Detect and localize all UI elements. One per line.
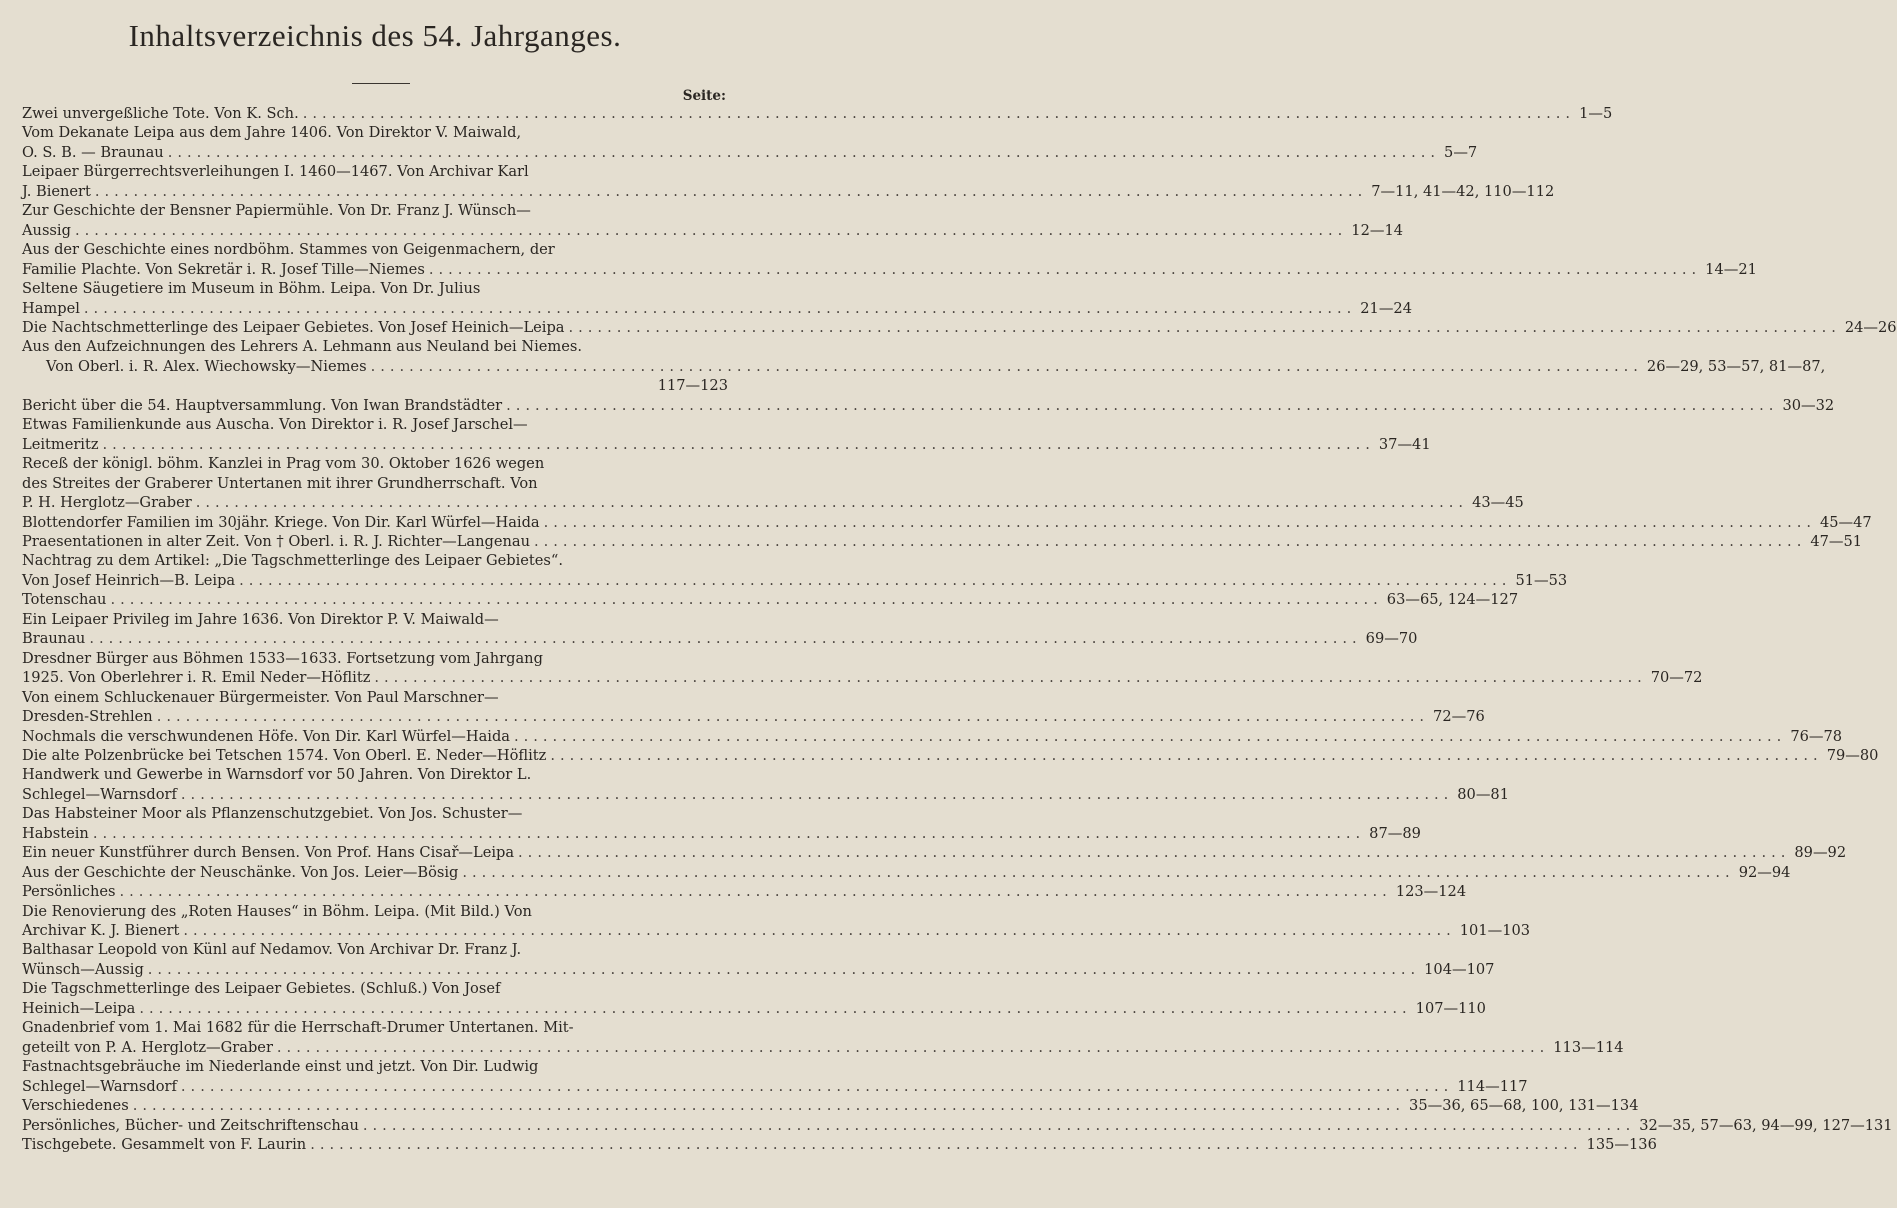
toc-entry-text: Zwei unvergeßliche Tote. Von K. Sch. xyxy=(22,105,299,122)
toc-entry xyxy=(22,863,1791,882)
toc-entry-text: Familie Plachte. Von Sekretär i. R. Josef Tille—Niemes xyxy=(22,260,425,278)
toc-entry xyxy=(22,1018,1624,1057)
toc-entry-pages: 63—65, 124—127 xyxy=(1386,591,1519,609)
toc-entry-text: Nachtrag zu dem Artikel: „Die Tagschmetterlinge des Leipaer Gebietes“. xyxy=(22,552,564,570)
dot-leader: .................................................................................................................................... xyxy=(83,299,1357,317)
page-column-header: Seite: xyxy=(682,88,726,104)
toc-entry xyxy=(22,1116,1893,1135)
toc-entry xyxy=(22,1096,1639,1115)
toc-entry-text: Von Oberl. i. R. Alex. Wiechowsky—Niemes xyxy=(46,357,367,375)
toc-entry-text: Zur Geschichte der Bensner Papiermühle. Von Dr. Franz J. Wünsch— xyxy=(22,202,531,220)
dot-leader: .................................................................................................................................... xyxy=(94,182,1368,200)
toc-entry-text: Handwerk und Gewerbe in Warnsdorf vor 50 Jahren. Von Direktor L. xyxy=(22,766,532,784)
toc-entry xyxy=(22,1057,1528,1096)
toc-entry-text: Aus der Geschichte eines nordböhm. Stammes von Geigenmachern, der xyxy=(22,241,555,259)
toc-entry-text: Receß der königl. böhm. Kanzlei in Prag vom 30. Oktober 1626 wegen xyxy=(22,455,545,473)
dot-leader: .................................................................................................................................... xyxy=(462,863,1735,881)
toc-entry xyxy=(22,396,1835,415)
dot-leader: .................................................................................................................................... xyxy=(543,513,1816,531)
toc-entry-text: Aus der Geschichte der Neuschänke. Von Jos. Leier—Bösig xyxy=(22,863,459,881)
toc-entry-text: Vom Dekanate Leipa aus dem Jahre 1406. Von Direktor V. Maiwald, xyxy=(22,124,522,142)
toc-entry xyxy=(22,104,1613,123)
toc-entry-pages: 30—32 xyxy=(1782,396,1835,414)
toc-entry-pages: 72—76 xyxy=(1433,708,1485,726)
toc-entry-pages: 32—35, 57—63, 94—99, 127—131 xyxy=(1639,1116,1893,1134)
toc-entry-pages: 92—94 xyxy=(1738,863,1791,881)
dot-leader: .................................................................................................................................... xyxy=(302,105,1576,122)
toc-entry-pages: 76—78 xyxy=(1790,727,1843,745)
toc-entry-pages: 24—26 xyxy=(1844,318,1897,336)
toc-entry xyxy=(22,727,1843,746)
toc-entry-pages: 104—107 xyxy=(1424,960,1495,978)
dot-leader: .................................................................................................................................... xyxy=(119,883,1392,901)
toc-entry xyxy=(22,804,1421,843)
toc-entry-pages: 89—92 xyxy=(1794,844,1847,862)
toc-entry xyxy=(22,337,1826,395)
toc-entry-pages: 5—7 xyxy=(1444,143,1478,161)
toc-entry-text: Die Tagschmetterlinge des Leipaer Gebietes. (Schluß.) Von Josef xyxy=(22,980,501,998)
dot-leader: .................................................................................................................................... xyxy=(167,143,1441,161)
toc-entry xyxy=(22,551,1568,590)
toc-entry xyxy=(22,454,1524,512)
toc-entry-pages: 79—80 xyxy=(1826,746,1879,764)
dot-leader: .................................................................................................................................... xyxy=(370,357,1643,375)
toc-entry-text: Tischgebete. Gesammelt von F. Laurin xyxy=(22,1136,307,1154)
dot-leader: .................................................................................................................................... xyxy=(132,1097,1406,1115)
page-title: Inhaltsverzeichnis des 54. Jahrganges. xyxy=(128,18,622,53)
toc-entry-pages: 51—53 xyxy=(1515,571,1568,589)
toc-entry-text: Bericht über die 54. Hauptversammlung. Von Iwan Brandstädter xyxy=(22,396,503,414)
toc-entry xyxy=(22,279,1412,318)
toc-entry-pages: 21—24 xyxy=(1360,299,1412,317)
toc-entry xyxy=(22,902,1531,941)
toc-entry-text: J. Bienert xyxy=(22,182,91,200)
toc-entry-pages: 45—47 xyxy=(1819,513,1872,531)
toc-entry xyxy=(22,123,1478,162)
toc-list xyxy=(22,104,1897,1154)
title-divider xyxy=(352,83,410,84)
toc-entry-text: Persönliches xyxy=(22,883,116,901)
toc-entry-pages: 69—70 xyxy=(1365,630,1418,648)
dot-leader: .................................................................................................................................... xyxy=(156,708,1430,726)
toc-entry-pages: 101—103 xyxy=(1459,922,1531,940)
dot-leader: .................................................................................................................................... xyxy=(102,435,1375,453)
dot-leader: .................................................................................................................................... xyxy=(147,960,1421,978)
dot-leader: .................................................................................................................................... xyxy=(195,494,1469,512)
toc-entry xyxy=(22,513,1872,532)
toc-entry-pages: 113—114 xyxy=(1553,1038,1624,1056)
toc-entry-text: Schlegel—Warnsdorf xyxy=(22,1077,177,1095)
toc-entry xyxy=(22,765,1509,804)
toc-entry-pages: 37—41 xyxy=(1378,435,1431,453)
toc-entry-text: Gnadenbrief vom 1. Mai 1682 für die Herrschaft-Drumer Untertanen. Mit- xyxy=(22,1019,574,1037)
dot-leader: .................................................................................................................................... xyxy=(239,571,1512,589)
toc-entry-pages: 135—136 xyxy=(1586,1136,1657,1154)
toc-entry-pages: 80—81 xyxy=(1457,785,1509,803)
toc-entry-text: Verschiedenes xyxy=(22,1097,129,1115)
toc-entry xyxy=(22,415,1431,454)
toc-entry xyxy=(22,201,1404,240)
dot-leader: .................................................................................................................................... xyxy=(180,785,1454,803)
toc-entry xyxy=(22,940,1495,979)
toc-entry-text: 1925. Von Oberlehrer i. R. Emil Neder—Höflitz xyxy=(22,669,371,687)
toc-entry-text: Die Renovierung des „Roten Hauses“ in Böhm. Leipa. (Mit Bild.) Von xyxy=(22,902,532,920)
toc-entry-pages: 43—45 xyxy=(1472,494,1524,512)
toc-entry xyxy=(22,688,1485,727)
toc-entry-text: Ein neuer Kunstführer durch Bensen. Von Prof. Hans Cisař—Leipa xyxy=(22,844,515,862)
dot-leader: .................................................................................................................................... xyxy=(506,396,1779,414)
toc-entry-text: Aus den Aufzeichnungen des Lehrers A. Lehmann aus Neuland bei Niemes. xyxy=(22,338,583,356)
toc-entry-text: geteilt von P. A. Herglotz—Graber xyxy=(22,1038,273,1056)
dot-leader: .................................................................................................................................... xyxy=(374,669,1647,687)
toc-entry-pages: 14—21 xyxy=(1705,260,1757,278)
toc-entry-pages: 35—36, 65—68, 100, 131—134 xyxy=(1409,1097,1639,1115)
toc-entry-text: Heinich—Leipa xyxy=(22,999,136,1017)
dot-leader: .................................................................................................................................... xyxy=(518,844,1791,862)
toc-entry-text: Die Nachtschmetterlinge des Leipaer Gebietes. Von Josef Heinich—Leipa xyxy=(22,318,565,336)
dot-leader: .................................................................................................................................... xyxy=(139,999,1412,1017)
dot-leader: .................................................................................................................................... xyxy=(534,532,1807,550)
dot-leader: .................................................................................................................................... xyxy=(180,1077,1454,1095)
toc-entry-text: Habstein xyxy=(22,824,89,842)
dot-leader: .................................................................................................................................... xyxy=(110,591,1383,609)
toc-entry xyxy=(22,162,1555,201)
toc-entry-text: Von Josef Heinrich—B. Leipa xyxy=(22,571,236,589)
toc-entry-pages: 47—51 xyxy=(1810,532,1863,550)
toc-entry-text: Fastnachtsgebräuche im Niederlande einst und jetzt. Von Dir. Ludwig xyxy=(22,1058,539,1076)
toc-entry-text: Balthasar Leopold von Künl auf Nedamov. Von Archivar Dr. Franz J. xyxy=(22,941,522,959)
toc-entry-text: Ein Leipaer Privileg im Jahre 1636. Von Direktor P. V. Maiwald— xyxy=(22,610,499,628)
toc-entry xyxy=(22,979,1486,1018)
toc-entry-text: Dresden-Strehlen xyxy=(22,708,153,726)
toc-entry-text: des Streites der Graberer Untertanen mit ihrer Grundherrschaft. Von xyxy=(22,474,538,492)
toc-entry-text: P. H. Herglotz—Graber xyxy=(22,494,192,512)
toc-entry-text: Praesentationen in alter Zeit. Von † Oberl. i. R. J. Richter—Langenau xyxy=(22,532,530,550)
dot-leader: .................................................................................................................................... xyxy=(183,922,1456,940)
toc-entry-text: Persönliches, Bücher- und Zeitschriftenschau xyxy=(22,1116,359,1134)
toc-entry-text: Leitmeritz xyxy=(22,435,99,453)
toc-entry xyxy=(22,240,1757,279)
dot-leader: .................................................................................................................................... xyxy=(513,727,1787,745)
toc-entry xyxy=(22,843,1847,862)
toc-entry xyxy=(22,1135,1657,1154)
toc-entry-pages: 1—5 xyxy=(1579,105,1613,122)
toc-entry-pages: 12—14 xyxy=(1351,221,1404,239)
toc-entry-pages: 70—72 xyxy=(1650,669,1703,687)
dot-leader: .................................................................................................................................... xyxy=(276,1038,1550,1056)
toc-entry-pages-continued: 117—123 xyxy=(657,377,728,395)
dot-leader: .................................................................................................................................... xyxy=(362,1116,1636,1134)
toc-entry-text: Nochmals die verschwundenen Höfe. Von Dir. Karl Würfel—Haida xyxy=(22,727,510,745)
toc-entry-text: Seltene Säugetiere im Museum in Böhm. Leipa. Von Dr. Julius xyxy=(22,280,481,298)
toc-entry xyxy=(22,882,1467,901)
toc-entry-text: Blottendorfer Familien im 30jähr. Kriege. Von Dir. Karl Würfel—Haida xyxy=(22,513,540,531)
toc-entry-pages: 87—89 xyxy=(1369,824,1421,842)
toc-entry-text: Totenschau xyxy=(22,591,107,609)
toc-entry xyxy=(22,590,1519,609)
dot-leader: .................................................................................................................................... xyxy=(74,221,1348,239)
toc-entry xyxy=(22,318,1897,337)
dot-leader: .................................................................................................................................... xyxy=(428,260,1702,278)
toc-entry-text: Hampel xyxy=(22,299,80,317)
toc-entry-text: Wünsch—Aussig xyxy=(22,960,144,978)
toc-entry-text: Aussig xyxy=(22,221,71,239)
toc-entry-text: Dresdner Bürger aus Böhmen 1533—1633. Fortsetzung vom Jahrgang xyxy=(22,649,543,667)
toc-entry xyxy=(22,610,1418,649)
toc-entry-text: Die alte Polzenbrücke bei Tetschen 1574. Von Oberl. E. Neder—Höflitz xyxy=(22,746,547,764)
dot-leader: .................................................................................................................................... xyxy=(568,318,1841,336)
toc-entry-pages: 123—124 xyxy=(1395,883,1467,901)
toc-entry xyxy=(22,746,1879,765)
dot-leader: .................................................................................................................................... xyxy=(310,1136,1583,1154)
dot-leader: .................................................................................................................................... xyxy=(550,746,1823,764)
toc-entry-text: Etwas Familienkunde aus Auscha. Von Direktor i. R. Josef Jarschel— xyxy=(22,416,528,434)
dot-leader: .................................................................................................................................... xyxy=(89,630,1362,648)
toc-entry-pages: 107—110 xyxy=(1415,999,1486,1017)
dot-leader: .................................................................................................................................... xyxy=(92,824,1366,842)
toc-entry-text: Leipaer Bürgerrechtsverleihungen I. 1460—1467. Von Archivar Karl xyxy=(22,163,529,181)
toc-entry xyxy=(22,532,1863,551)
toc-entry-text: Braunau xyxy=(22,630,86,648)
toc-entry-text: O. S. B. — Braunau xyxy=(22,143,164,161)
toc-entry-text: Das Habsteiner Moor als Pflanzenschutzgebiet. Von Jos. Schuster— xyxy=(22,805,523,823)
toc-entry-pages: 114—117 xyxy=(1457,1077,1528,1095)
toc-entry xyxy=(22,649,1703,688)
toc-entry-text: Archivar K. J. Bienert xyxy=(22,922,180,940)
toc-entry-pages: 7—11, 41—42, 110—112 xyxy=(1371,182,1555,200)
toc-entry-text: Schlegel—Warnsdorf xyxy=(22,785,177,803)
toc-entry-pages: 26—29, 53—57, 81—87, xyxy=(1646,357,1826,375)
toc-entry-text: Von einem Schluckenauer Bürgermeister. Von Paul Marschner— xyxy=(22,688,499,706)
